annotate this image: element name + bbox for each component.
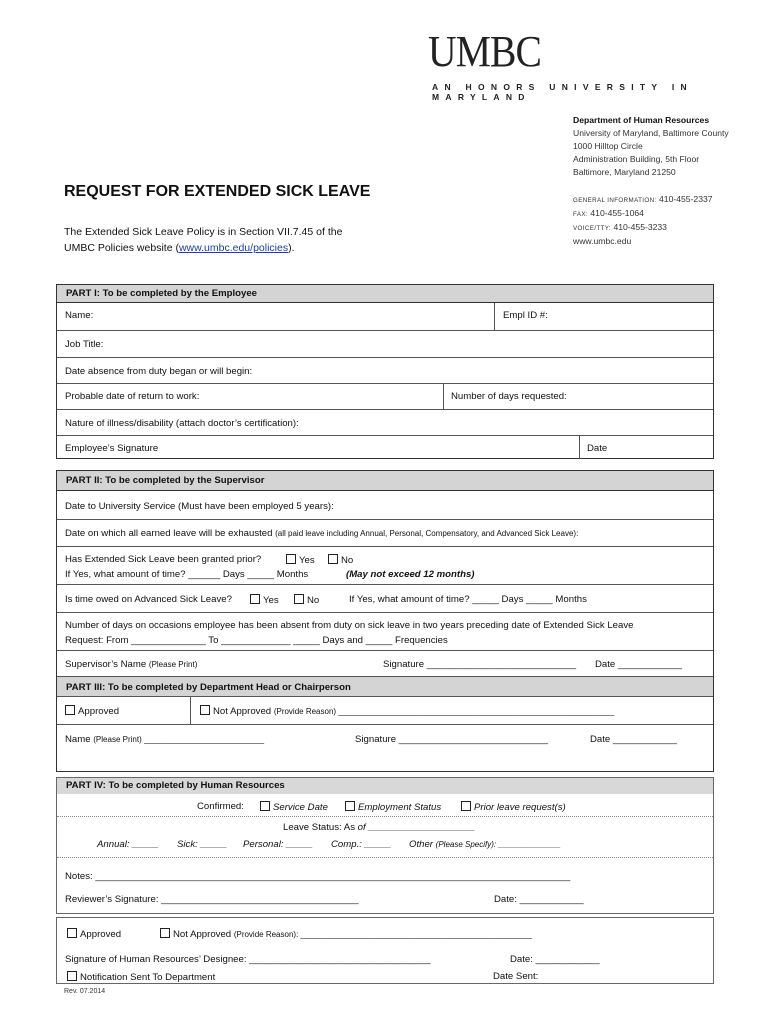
owed-question: Is time owed on Advanced Sick Leave? — [65, 594, 232, 605]
leave-status-label — [283, 822, 475, 833]
owed-no[interactable] — [294, 594, 319, 606]
prior-leave-label: Prior leave request(s) — [474, 802, 566, 813]
department-address — [573, 114, 729, 179]
illness-label: Nature of illness/disability (attach doctor’s certification): — [65, 418, 299, 429]
sup-name-text: Supervisor’s Name — [65, 659, 147, 670]
part1-section — [56, 284, 714, 459]
employee-signature-label: Employee’s Signature — [65, 443, 159, 454]
owed-yes[interactable] — [250, 594, 279, 606]
leave-status-of: of ____________________ — [357, 822, 476, 833]
address-line: Baltimore, Maryland 21250 — [573, 167, 676, 177]
checkbox[interactable] — [65, 705, 75, 715]
intro-text — [64, 224, 342, 256]
address-line: 1000 Hilltop Circle — [573, 141, 643, 151]
supervisor-row[interactable] — [57, 650, 713, 676]
intro-pre: UMBC Policies website ( — [64, 242, 179, 254]
owed-row[interactable] — [57, 584, 713, 612]
provide-reason: (Provide Reason) ______________________________________________________________ — [273, 707, 615, 716]
name-text: Name — [65, 734, 91, 745]
page-title: REQUEST FOR EXTENDED SICK LEAVE — [64, 183, 371, 200]
notes-field[interactable]: Notes: _________________________________________________________________________________________ — [65, 871, 571, 882]
yes-label: Yes — [263, 595, 279, 606]
contact-info — [573, 193, 713, 248]
checkbox[interactable] — [67, 928, 77, 938]
approved-option[interactable] — [65, 705, 119, 717]
granted-no[interactable] — [328, 554, 353, 566]
other-field[interactable] — [409, 839, 561, 850]
intro-line-2 — [64, 240, 342, 256]
hr-approval-section — [56, 917, 714, 984]
amount-question: If Yes, what amount of time? ______ Days _____ Months — [65, 569, 309, 580]
annual-field[interactable]: Annual: _____ — [97, 839, 159, 850]
yes-label: Yes — [299, 555, 315, 566]
divider — [494, 303, 495, 330]
supervisor-signature: Signature ____________________________ — [383, 659, 577, 670]
fax-label: FAX: — [573, 211, 589, 218]
not-exceed-note: (May not exceed 12 months) — [346, 569, 475, 580]
checkbox[interactable] — [250, 594, 260, 604]
checkbox[interactable] — [160, 928, 170, 938]
checkbox[interactable] — [345, 801, 355, 811]
divider — [579, 436, 580, 459]
leave-status-text: Leave Status: As — [283, 822, 355, 833]
absence-row[interactable] — [57, 357, 713, 383]
comp-field[interactable]: Comp.: _____ — [331, 839, 392, 850]
checkbox[interactable] — [286, 554, 296, 564]
job-title-row[interactable] — [57, 330, 713, 357]
exhausted-row[interactable] — [57, 519, 713, 546]
part3-name-label — [65, 734, 264, 745]
approved-label: Approved — [80, 929, 122, 940]
reviewer-date[interactable]: Date: ____________ — [494, 894, 584, 905]
notification-option[interactable] — [67, 971, 215, 983]
dotted-divider — [57, 816, 713, 817]
designee-date[interactable]: Date: ____________ — [510, 954, 600, 965]
granted-yes[interactable] — [286, 554, 315, 566]
employment-status-option[interactable] — [345, 801, 441, 813]
checkbox[interactable] — [200, 705, 210, 715]
sick-field[interactable]: Sick: _____ — [177, 839, 228, 850]
part4-header: PART IV: To be completed by Human Resources — [57, 778, 713, 794]
part2-header: PART II: To be completed by the Supervisor — [57, 471, 713, 491]
checkbox[interactable] — [461, 801, 471, 811]
confirmed-label: Confirmed: — [197, 801, 244, 812]
not-approved-label: Not Approved — [173, 929, 232, 940]
occasions-line-1: Number of days on occasions employee has been absent from duty on sick leave in two years preceding date of Extended Sick Leave — [65, 620, 634, 631]
checkbox[interactable] — [294, 594, 304, 604]
checkbox[interactable] — [260, 801, 270, 811]
part3-signature: Signature ____________________________ — [355, 734, 549, 745]
hr-approved-option[interactable] — [67, 928, 121, 940]
divider — [443, 384, 444, 409]
exhausted-label — [65, 528, 578, 539]
return-row[interactable] — [57, 383, 713, 409]
owed-amount: If Yes, what amount of time? _____ Days _____ Months — [349, 594, 587, 605]
general-label: GENERAL INFORMATION: — [573, 197, 657, 204]
part4-section — [56, 777, 714, 914]
return-label: Probable date of return to work: — [65, 391, 200, 402]
intro-line-1: The Extended Sick Leave Policy is in Section VII.7.45 of the — [64, 226, 343, 238]
supervisor-date: Date ____________ — [595, 659, 682, 670]
please-print: (Please Print) — [148, 660, 198, 669]
address-line: University of Maryland, Baltimore County — [573, 128, 729, 138]
date-label: Date — [587, 443, 608, 454]
illness-row[interactable] — [57, 409, 713, 435]
granted-row[interactable] — [57, 546, 713, 584]
prior-leave-option[interactable] — [461, 801, 566, 813]
revision-note: Rev. 07.2014 — [64, 988, 106, 995]
checkbox[interactable] — [67, 971, 77, 981]
occasions-line-2: Request: From ______________ To _____________ _____ Days and _____ Frequencies — [65, 635, 448, 646]
address-line: Administration Building, 5th Floor — [573, 154, 700, 164]
job-title-label: Job Title: — [65, 339, 104, 350]
fax-phone: 410-455-1064 — [590, 208, 644, 218]
part3-date: Date ____________ — [590, 734, 677, 745]
part3-header-text: PART III: To be completed by Department Head or Chairperson — [66, 682, 351, 693]
exhausted-note: (all paid leave including Annual, Personal, Compensatory, and Advanced Sick Leave): — [275, 529, 579, 538]
exhausted-text: Date on which all earned leave will be exhausted — [65, 528, 273, 539]
please-specify: (Please Specify): ______________ — [435, 840, 561, 849]
part3-signature-row[interactable] — [57, 724, 713, 751]
part1-header: PART I: To be completed by the Employee — [57, 285, 713, 303]
dept-name: Department of Human Resources — [573, 115, 710, 125]
part2-section — [56, 470, 714, 772]
service-label: Date to University Service (Must have been employed 5 years): — [65, 501, 334, 512]
personal-field[interactable]: Personal: _____ — [243, 839, 313, 850]
voice-label: VOICE/TTY: — [573, 225, 612, 232]
reviewer-signature[interactable]: Reviewer’s Signature: _____________________________________ — [65, 894, 359, 905]
dotted-divider — [57, 857, 713, 858]
service-row[interactable] — [57, 491, 713, 519]
service-date-option[interactable] — [260, 801, 328, 813]
approved-label: Approved — [78, 706, 120, 717]
notification-label: Notification Sent To Department — [80, 972, 216, 983]
voice-phone: 410-455-3233 — [613, 222, 667, 232]
no-label: No — [307, 595, 320, 606]
part3-approval-row[interactable] — [57, 696, 713, 724]
supervisor-name-label — [65, 659, 197, 670]
divider — [190, 697, 191, 724]
hr-not-approved-option[interactable] — [160, 928, 532, 940]
please-print: (Please Print) ___________________________ — [93, 735, 265, 744]
absence-label: Date absence from duty began or will begin: — [65, 366, 253, 377]
general-phone: 410-455-2337 — [659, 194, 713, 204]
intro-post: ). — [288, 242, 295, 254]
granted-question: Has Extended Sick Leave been granted prior? — [65, 554, 262, 565]
not-approved-label: Not Approved — [213, 706, 272, 717]
empl-id-label: Empl ID #: — [503, 310, 548, 321]
name-label: Name: — [65, 310, 94, 321]
days-requested-label: Number of days requested: — [451, 391, 567, 402]
date-sent-label: Date Sent: — [493, 971, 539, 982]
occasions-row[interactable] — [57, 612, 713, 650]
other-text: Other — [409, 839, 433, 850]
tagline: AN HONORS UNIVERSITY IN MARYLAND — [432, 82, 693, 102]
provide-reason: (Provide Reason): ____________________________________________________ — [233, 930, 532, 939]
designee-signature[interactable]: Signature of Human Resources’ Designee: __________________________________ — [65, 954, 431, 965]
website[interactable]: www.umbc.edu — [573, 236, 632, 246]
service-date-label: Service Date — [273, 802, 328, 813]
policies-link[interactable]: www.umbc.edu/policies — [178, 242, 289, 254]
part3-header — [57, 676, 713, 696]
no-label: No — [341, 555, 354, 566]
name-row[interactable] — [57, 303, 713, 330]
employment-status-label: Employment Status — [358, 802, 442, 813]
employee-signature-row[interactable] — [57, 435, 713, 459]
checkbox[interactable] — [328, 554, 338, 564]
umbc-logo: UMBC — [428, 27, 542, 76]
not-approved-option[interactable] — [200, 705, 614, 717]
